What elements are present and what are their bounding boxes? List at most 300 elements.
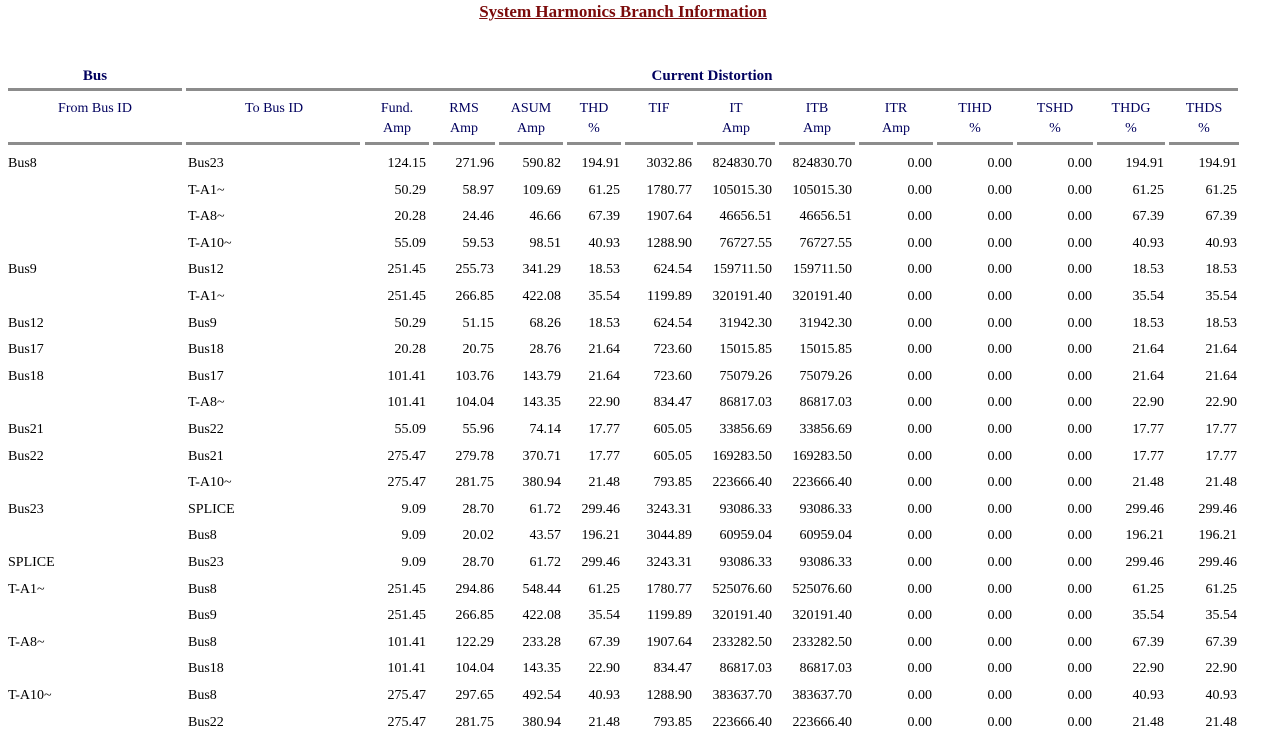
cell-it-amp: 31942.30 [719,315,772,331]
cell-rms-amp: 122.29 [455,634,494,650]
table-row [0,687,1262,713]
cell-to-bus-id: Bus22 [188,422,224,437]
col-header-to-bus-id: To Bus ID [245,101,304,116]
col-header-thdg-pct: THDG % [1111,101,1151,136]
cell-itb-amp: 320191.40 [792,608,852,624]
cell-thdg-pct: 67.39 [1132,209,1164,225]
cell-tihd-pct: 0.00 [987,555,1012,570]
cell-fund-amp: 9.09 [401,528,426,544]
cell-fund-amp: 55.09 [394,235,426,251]
cell-fund-amp: 275.47 [387,688,426,703]
cell-asum-amp: 43.57 [529,528,561,544]
cell-thd-pct: 61.25 [588,182,620,198]
column-rule [1169,142,1239,145]
cell-thd-pct: 21.64 [588,368,620,384]
cell-it-amp: 320191.40 [712,289,772,304]
cell-itb-amp: 525076.60 [792,581,852,597]
cell-to-bus-id: T-A8~ [188,395,225,411]
cell-tihd-pct: 0.00 [987,315,1012,331]
cell-from-bus-id: T-A1~ [8,581,45,597]
cell-rms-amp: 55.96 [462,422,494,437]
cell-rms-amp: 28.70 [462,555,494,570]
cell-tif: 834.47 [653,661,692,677]
cell-thds-pct: 67.39 [1205,209,1237,225]
cell-thd-pct: 67.39 [588,634,620,650]
cell-thd-pct: 21.64 [588,342,620,358]
cell-tihd-pct: 0.00 [987,501,1012,517]
cell-to-bus-id: Bus22 [188,714,224,730]
table-row [0,660,1262,686]
cell-itr-amp: 0.00 [907,581,932,597]
cell-tif: 1288.90 [646,688,692,703]
cell-asum-amp: 61.72 [529,555,561,570]
col-header-itb-amp: ITB Amp [803,101,831,136]
cell-thdg-pct: 21.64 [1132,368,1164,384]
cell-tihd-pct: 0.00 [987,714,1012,730]
cell-itr-amp: 0.00 [907,661,932,677]
table-row [0,368,1262,394]
cell-rms-amp: 59.53 [462,235,494,251]
cell-fund-amp: 9.09 [401,555,426,570]
cell-thd-pct: 21.48 [588,475,620,491]
col-header-itr-amp: ITR Amp [882,101,910,136]
cell-to-bus-id: Bus8 [188,528,217,544]
cell-itb-amp: 86817.03 [799,661,852,677]
cell-thdg-pct: 35.54 [1132,289,1164,304]
cell-asum-amp: 74.14 [529,422,561,437]
cell-thds-pct: 299.46 [1198,501,1237,517]
table-row [0,474,1262,500]
cell-thd-pct: 299.46 [581,555,620,570]
cell-fund-amp: 101.41 [387,634,426,650]
cell-tihd-pct: 0.00 [987,475,1012,491]
cell-to-bus-id: Bus8 [188,581,217,597]
cell-from-bus-id: Bus9 [8,262,37,278]
table-row [0,288,1262,314]
cell-itb-amp: 60959.04 [799,528,852,544]
cell-fund-amp: 124.15 [387,156,426,171]
cell-asum-amp: 548.44 [522,581,561,597]
cell-asum-amp: 422.08 [522,289,561,304]
cell-tif: 1288.90 [646,235,692,251]
cell-asum-amp: 109.69 [522,182,561,198]
table-row [0,155,1262,181]
cell-thd-pct: 35.54 [588,289,620,304]
cell-thds-pct: 22.90 [1205,395,1237,411]
cell-asum-amp: 590.82 [522,156,561,171]
cell-itr-amp: 0.00 [907,608,932,624]
cell-asum-amp: 143.35 [522,661,561,677]
cell-thd-pct: 17.77 [588,422,620,437]
cell-thdg-pct: 61.25 [1132,182,1164,198]
cell-tshd-pct: 0.00 [1067,342,1092,358]
cell-asum-amp: 380.94 [522,475,561,491]
cell-to-bus-id: Bus8 [188,634,217,650]
cell-thdg-pct: 299.46 [1125,501,1164,517]
cell-itr-amp: 0.00 [907,714,932,730]
cell-it-amp: 383637.70 [712,688,772,703]
cell-tif: 723.60 [653,368,692,384]
cell-rms-amp: 294.86 [455,581,494,597]
cell-thds-pct: 21.64 [1205,342,1237,358]
cell-tihd-pct: 0.00 [987,209,1012,225]
table-row [0,261,1262,287]
cell-it-amp: 223666.40 [712,714,772,730]
cell-thdg-pct: 21.48 [1132,475,1164,491]
cell-asum-amp: 143.35 [522,395,561,411]
cell-thdg-pct: 18.53 [1132,262,1164,278]
cell-rms-amp: 104.04 [455,395,494,411]
cell-tihd-pct: 0.00 [987,634,1012,650]
cell-thds-pct: 35.54 [1205,608,1237,624]
cell-to-bus-id: Bus12 [188,262,224,278]
cell-tshd-pct: 0.00 [1067,315,1092,331]
cell-tshd-pct: 0.00 [1067,555,1092,570]
col-header-from-bus-id: From Bus ID [58,101,132,116]
cell-tihd-pct: 0.00 [987,395,1012,411]
cell-tshd-pct: 0.00 [1067,688,1092,703]
cell-from-bus-id: Bus17 [8,342,44,358]
cell-thdg-pct: 67.39 [1132,634,1164,650]
cell-thds-pct: 22.90 [1205,661,1237,677]
cell-tif: 3243.31 [646,501,692,517]
cell-rms-amp: 58.97 [462,182,494,198]
cell-it-amp: 824830.70 [712,156,772,171]
cell-asum-amp: 370.71 [522,448,561,464]
cell-rms-amp: 20.75 [462,342,494,358]
cell-thdg-pct: 40.93 [1132,235,1164,251]
table-row [0,315,1262,341]
cell-tshd-pct: 0.00 [1067,608,1092,624]
cell-thdg-pct: 21.48 [1132,714,1164,730]
cell-tshd-pct: 0.00 [1067,289,1092,304]
cell-itr-amp: 0.00 [907,209,932,225]
cell-fund-amp: 9.09 [401,501,426,517]
column-rule [625,142,693,145]
cell-thd-pct: 35.54 [588,608,620,624]
cell-thds-pct: 40.93 [1205,235,1237,251]
cell-rms-amp: 255.73 [455,262,494,278]
cell-from-bus-id: Bus12 [8,315,44,331]
cell-itb-amp: 233282.50 [792,634,852,650]
cell-to-bus-id: Bus21 [188,448,224,464]
cell-itr-amp: 0.00 [907,501,932,517]
cell-itr-amp: 0.00 [907,182,932,198]
cell-thd-pct: 67.39 [588,209,620,225]
cell-from-bus-id: T-A10~ [8,688,52,703]
cell-thds-pct: 18.53 [1205,315,1237,331]
cell-thdg-pct: 22.90 [1132,661,1164,677]
cell-from-bus-id: Bus23 [8,501,44,517]
group-header-bus: Bus [82,68,108,84]
cell-tif: 1780.77 [646,182,692,198]
cell-itb-amp: 159711.50 [793,262,852,278]
cell-to-bus-id: Bus17 [188,368,224,384]
cell-it-amp: 76727.55 [719,235,772,251]
cell-tihd-pct: 0.00 [987,342,1012,358]
cell-rms-amp: 281.75 [455,714,494,730]
cell-itr-amp: 0.00 [907,528,932,544]
cell-rms-amp: 51.15 [462,315,494,331]
column-rule [1097,142,1165,145]
cell-asum-amp: 143.79 [522,368,561,384]
cell-thdg-pct: 21.64 [1132,342,1164,358]
cell-it-amp: 93086.33 [719,501,772,517]
group-rule-current-distortion [186,88,1238,91]
cell-itr-amp: 0.00 [907,475,932,491]
cell-rms-amp: 281.75 [455,475,494,491]
col-header-thds-pct: THDS % [1185,101,1223,136]
cell-itr-amp: 0.00 [907,235,932,251]
column-rule [499,142,563,145]
cell-thds-pct: 21.48 [1205,475,1237,491]
cell-to-bus-id: T-A8~ [188,209,225,225]
col-header-tif: TIF [648,101,670,116]
cell-thds-pct: 18.53 [1205,262,1237,278]
cell-tif: 793.85 [653,475,692,491]
cell-thd-pct: 17.77 [588,448,620,464]
cell-to-bus-id: T-A10~ [188,235,232,251]
cell-tihd-pct: 0.00 [987,448,1012,464]
cell-itb-amp: 223666.40 [792,475,852,491]
cell-rms-amp: 266.85 [455,608,494,624]
cell-asum-amp: 98.51 [529,235,561,251]
cell-rms-amp: 266.85 [455,289,494,304]
cell-itr-amp: 0.00 [907,289,932,304]
cell-thdg-pct: 299.46 [1125,555,1164,570]
cell-tif: 1199.89 [647,608,692,624]
cell-thd-pct: 40.93 [588,235,620,251]
cell-to-bus-id: SPLICE [188,501,235,517]
cell-fund-amp: 251.45 [387,289,426,304]
cell-rms-amp: 24.46 [462,209,494,225]
cell-fund-amp: 20.28 [394,209,426,225]
cell-tshd-pct: 0.00 [1067,501,1092,517]
cell-tif: 723.60 [653,342,692,358]
cell-thd-pct: 18.53 [588,262,620,278]
cell-itr-amp: 0.00 [907,448,932,464]
cell-itr-amp: 0.00 [907,395,932,411]
cell-asum-amp: 492.54 [522,688,561,703]
cell-from-bus-id: Bus22 [8,448,44,464]
cell-itb-amp: 33856.69 [799,422,852,437]
table-row [0,182,1262,208]
col-header-asum-amp: ASUM Amp [510,101,552,136]
cell-thdg-pct: 18.53 [1132,315,1164,331]
cell-it-amp: 86817.03 [719,661,772,677]
cell-fund-amp: 275.47 [387,475,426,491]
cell-it-amp: 75079.26 [719,368,772,384]
cell-asum-amp: 61.72 [529,501,561,517]
cell-tif: 1199.89 [647,289,692,304]
cell-it-amp: 169283.50 [712,448,772,464]
cell-tshd-pct: 0.00 [1067,368,1092,384]
table-row [0,235,1262,261]
cell-thds-pct: 67.39 [1205,634,1237,650]
cell-itr-amp: 0.00 [907,156,932,171]
cell-to-bus-id: Bus18 [188,661,224,677]
cell-it-amp: 105015.30 [712,182,772,198]
cell-thdg-pct: 17.77 [1132,448,1164,464]
cell-thdg-pct: 17.77 [1132,422,1164,437]
cell-it-amp: 46656.51 [719,209,772,225]
cell-fund-amp: 275.47 [387,714,426,730]
cell-tshd-pct: 0.00 [1067,581,1092,597]
cell-rms-amp: 104.04 [455,661,494,677]
cell-to-bus-id: Bus9 [188,315,217,331]
cell-tshd-pct: 0.00 [1067,475,1092,491]
cell-tif: 624.54 [653,315,692,331]
cell-thdg-pct: 35.54 [1132,608,1164,624]
cell-tif: 605.05 [653,448,692,464]
cell-fund-amp: 275.47 [387,448,426,464]
cell-tshd-pct: 0.00 [1067,262,1092,278]
cell-to-bus-id: T-A1~ [188,289,225,304]
cell-it-amp: 159711.50 [713,262,772,278]
cell-tif: 1907.64 [646,634,692,650]
cell-tihd-pct: 0.00 [987,422,1012,437]
cell-thd-pct: 194.91 [581,156,620,171]
table-row [0,394,1262,420]
cell-thds-pct: 40.93 [1205,688,1237,703]
cell-it-amp: 525076.60 [712,581,772,597]
cell-tihd-pct: 0.00 [987,661,1012,677]
cell-fund-amp: 50.29 [394,182,426,198]
cell-tshd-pct: 0.00 [1067,235,1092,251]
cell-it-amp: 33856.69 [719,422,772,437]
cell-itb-amp: 15015.85 [799,342,852,358]
cell-it-amp: 93086.33 [719,555,772,570]
cell-thd-pct: 299.46 [581,501,620,517]
cell-tif: 793.85 [653,714,692,730]
column-rule [859,142,933,145]
cell-thds-pct: 61.25 [1205,182,1237,198]
cell-asum-amp: 380.94 [522,714,561,730]
col-header-tihd-pct: TIHD % [958,101,992,136]
cell-tshd-pct: 0.00 [1067,209,1092,225]
cell-tif: 1780.77 [646,581,692,597]
cell-rms-amp: 103.76 [455,368,494,384]
cell-itr-amp: 0.00 [907,688,932,703]
table-row [0,527,1262,553]
cell-asum-amp: 46.66 [529,209,561,225]
cell-thdg-pct: 196.21 [1125,528,1164,544]
cell-fund-amp: 55.09 [394,422,426,437]
table-row [0,501,1262,527]
column-rule [433,142,495,145]
cell-to-bus-id: Bus23 [188,555,224,570]
cell-fund-amp: 251.45 [387,608,426,624]
cell-it-amp: 223666.40 [712,475,772,491]
cell-thdg-pct: 194.91 [1125,156,1164,171]
cell-itb-amp: 31942.30 [799,315,852,331]
cell-thds-pct: 194.91 [1198,156,1237,171]
column-rule [567,142,621,145]
cell-tshd-pct: 0.00 [1067,714,1092,730]
col-header-rms-amp: RMS Amp [449,101,479,136]
cell-fund-amp: 251.45 [387,581,426,597]
cell-thds-pct: 21.64 [1205,368,1237,384]
cell-tif: 3044.89 [646,528,692,544]
column-rule [937,142,1013,145]
cell-asum-amp: 28.76 [529,342,561,358]
cell-rms-amp: 271.96 [455,156,494,171]
cell-asum-amp: 68.26 [529,315,561,331]
cell-to-bus-id: Bus8 [188,688,217,703]
cell-tihd-pct: 0.00 [987,368,1012,384]
cell-thd-pct: 196.21 [581,528,620,544]
cell-thdg-pct: 40.93 [1132,688,1164,703]
cell-it-amp: 15015.85 [719,342,772,358]
cell-from-bus-id: Bus21 [8,422,44,437]
cell-thd-pct: 61.25 [588,581,620,597]
table-row [0,714,1262,740]
cell-itr-amp: 0.00 [907,634,932,650]
cell-it-amp: 320191.40 [712,608,772,624]
cell-itb-amp: 86817.03 [799,395,852,411]
cell-itb-amp: 824830.70 [792,156,852,171]
cell-tshd-pct: 0.00 [1067,182,1092,198]
cell-itr-amp: 0.00 [907,422,932,437]
cell-fund-amp: 101.41 [387,368,426,384]
cell-thdg-pct: 61.25 [1132,581,1164,597]
cell-thds-pct: 17.77 [1205,422,1237,437]
cell-tshd-pct: 0.00 [1067,422,1092,437]
cell-fund-amp: 101.41 [387,395,426,411]
group-rule-bus [8,88,182,91]
cell-from-bus-id: T-A8~ [8,634,45,650]
column-rule [186,142,360,145]
cell-fund-amp: 101.41 [387,661,426,677]
cell-thds-pct: 299.46 [1198,555,1237,570]
report-title: System Harmonics Branch Information [479,2,767,21]
cell-tihd-pct: 0.00 [987,528,1012,544]
cell-to-bus-id: Bus18 [188,342,224,358]
cell-thd-pct: 40.93 [588,688,620,703]
cell-tif: 1907.64 [646,209,692,225]
cell-to-bus-id: Bus23 [188,156,224,171]
col-header-thd-pct: THD % [579,101,609,136]
column-rule [697,142,775,145]
col-header-fund-amp: Fund. Amp [380,101,414,136]
cell-tshd-pct: 0.00 [1067,634,1092,650]
cell-tihd-pct: 0.00 [987,688,1012,703]
cell-from-bus-id: SPLICE [8,555,55,570]
cell-to-bus-id: T-A10~ [188,475,232,491]
cell-to-bus-id: T-A1~ [188,182,225,198]
cell-rms-amp: 279.78 [455,448,494,464]
cell-itb-amp: 383637.70 [792,688,852,703]
cell-tihd-pct: 0.00 [987,608,1012,624]
cell-tihd-pct: 0.00 [987,262,1012,278]
cell-itb-amp: 320191.40 [792,289,852,304]
column-rule [1017,142,1093,145]
cell-tshd-pct: 0.00 [1067,395,1092,411]
cell-tshd-pct: 0.00 [1067,156,1092,171]
cell-tihd-pct: 0.00 [987,581,1012,597]
cell-itr-amp: 0.00 [907,555,932,570]
table-row [0,554,1262,580]
cell-fund-amp: 50.29 [394,315,426,331]
cell-itr-amp: 0.00 [907,315,932,331]
cell-fund-amp: 20.28 [394,342,426,358]
cell-itb-amp: 46656.51 [799,209,852,225]
column-rule [365,142,429,145]
cell-asum-amp: 422.08 [522,608,561,624]
cell-tihd-pct: 0.00 [987,235,1012,251]
cell-to-bus-id: Bus9 [188,608,217,624]
col-header-tshd-pct: TSHD % [1036,101,1074,136]
